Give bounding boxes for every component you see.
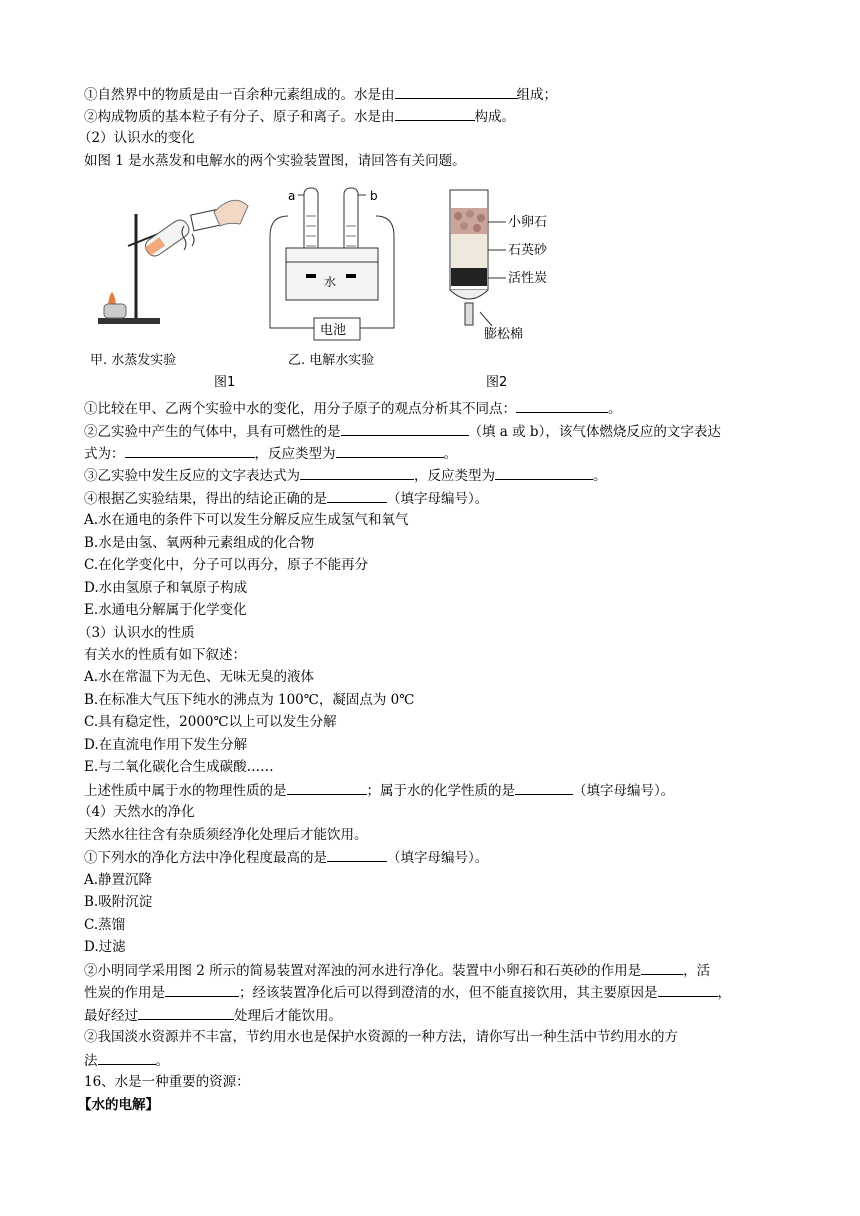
q-line: ②小明同学采用图 2 所示的简易装置对浑浊的河水进行净化。装置中小卵石和石英砂的作用是 ，活 — [84, 960, 710, 981]
label-b: b — [370, 189, 378, 203]
evaporation-apparatus — [90, 200, 248, 368]
q-line: 如图 1 是水蒸发和电解水的两个实验装置图，请回答有关问题。 — [84, 153, 466, 169]
q-line: ①下列水的净化方法中净化程度最高的是 （填字母编号）。 — [84, 847, 488, 868]
answer-blank[interactable] — [395, 106, 475, 121]
layer-quartz-label: 石英砂 — [508, 243, 548, 258]
section-heading: （3）认识水的性质 — [78, 625, 195, 641]
option: E.与二氧化碳化合生成碳酸…… — [84, 759, 274, 775]
layer-carbon-label: 活性炭 — [508, 271, 548, 286]
label-a: a — [288, 189, 296, 203]
answer-blank[interactable] — [300, 465, 414, 480]
option: A.水在通电的条件下可以发生分解反应生成氢气和氧气 — [84, 512, 409, 528]
layer-pebbles-label: 小卵石 — [508, 215, 548, 230]
option: B.水是由氢、氧两种元素组成的化合物 — [84, 535, 315, 551]
answer-blank[interactable] — [336, 443, 444, 458]
electrolysis-apparatus — [270, 188, 394, 368]
figure-2-label: 图2 — [486, 375, 508, 390]
label-water: 水 — [324, 275, 337, 289]
answer-blank[interactable] — [495, 465, 593, 480]
option: A.静置沉降 — [84, 872, 153, 888]
q-line: 上述性质中属于水的物理性质的是 ；属于水的化学性质的是 （填字母编号）。 — [84, 780, 674, 801]
question-16: 16、水是一种重要的资源： — [84, 1074, 250, 1090]
q-line: 性炭的作用是 ；经该装置净化后可以得到澄清的水，但不能直接饮用，其主要原因是 ， — [84, 982, 731, 1003]
answer-blank[interactable] — [515, 780, 573, 795]
option: D.在直流电作用下发生分解 — [84, 737, 248, 753]
q-line: ②乙实验中产生的气体中，具有可燃性的是 （填 a 或 b），该气体燃烧反应的文字表达 — [84, 421, 721, 442]
water-filter-diagram — [450, 190, 548, 390]
q-line: ④根据乙实验结果，得出的结论正确的是 （填字母编号）。 — [84, 488, 488, 509]
answer-blank[interactable] — [287, 780, 367, 795]
option: A.水在常温下为无色、无味无臭的液体 — [84, 669, 315, 685]
q-line: 法 。 — [84, 1050, 169, 1071]
layer-cotton-label: 膨松棉 — [484, 327, 524, 342]
q-line: 天然水往往含有杂质须经净化处理后才能饮用。 — [84, 827, 368, 843]
answer-blank[interactable] — [641, 960, 683, 975]
option: D.水由氢原子和氧原子构成 — [84, 580, 248, 596]
option: B.吸附沉淀 — [84, 894, 153, 910]
answer-blank[interactable] — [165, 982, 239, 997]
q-line: 式为： ，反应类型为 。 — [84, 443, 457, 464]
answer-blank[interactable] — [658, 982, 718, 997]
answer-blank[interactable] — [125, 443, 255, 458]
option: D.过滤 — [84, 939, 126, 955]
caption-evaporation: 甲. 水蒸发实验 — [90, 353, 177, 368]
section-heading: （4）天然水的净化 — [78, 804, 195, 820]
q-line: 最好经过 处理后才能饮用。 — [84, 1005, 342, 1026]
answer-blank[interactable] — [327, 488, 387, 503]
apparatus-diagram — [88, 186, 648, 396]
figure-1-label: 图1 — [214, 375, 236, 390]
option: C.蒸馏 — [84, 917, 126, 933]
q-line-2: ②构成物质的基本粒子有分子、原子和离子。水是由 构成。 — [84, 106, 515, 127]
answer-blank[interactable] — [341, 421, 469, 436]
answer-blank[interactable] — [327, 847, 387, 862]
answer-blank[interactable] — [516, 398, 608, 413]
answer-blank[interactable] — [98, 1050, 156, 1065]
option: E.水通电分解属于化学变化 — [84, 602, 247, 618]
option: C.在化学变化中，分子可以再分，原子不能再分 — [84, 557, 369, 573]
q-line: ②我国淡水资源并不丰富，节约用水也是保护水资源的一种方法，请你写出一种生活中节约用水的方 — [84, 1029, 678, 1045]
caption-electrolysis: 乙. 电解水实验 — [288, 353, 375, 368]
q-line: ①比较在甲、乙两个实验中水的变化，用分子原子的观点分析其不同点： 。 — [84, 398, 622, 419]
q-line: 有关水的性质有如下叙述： — [84, 647, 246, 663]
section-heading: （2）认识水的变化 — [78, 130, 195, 146]
experiment-figure — [88, 186, 648, 396]
option: B.在标准大气压下纯水的沸点为 100℃，凝固点为 0℃ — [84, 692, 415, 708]
battery-label: 电池 — [320, 323, 347, 338]
answer-blank[interactable] — [138, 1005, 234, 1020]
section-heading: 【水的电解】 — [78, 1097, 159, 1113]
q-line: ③乙实验中发生反应的文字表达式为 ，反应类型为 。 — [84, 465, 607, 486]
q-line-1: ①自然界中的物质是由一百余种元素组成的。水是由 组成； — [84, 84, 557, 105]
answer-blank[interactable] — [395, 84, 517, 99]
option: C.具有稳定性，2000℃以上可以发生分解 — [84, 714, 337, 730]
